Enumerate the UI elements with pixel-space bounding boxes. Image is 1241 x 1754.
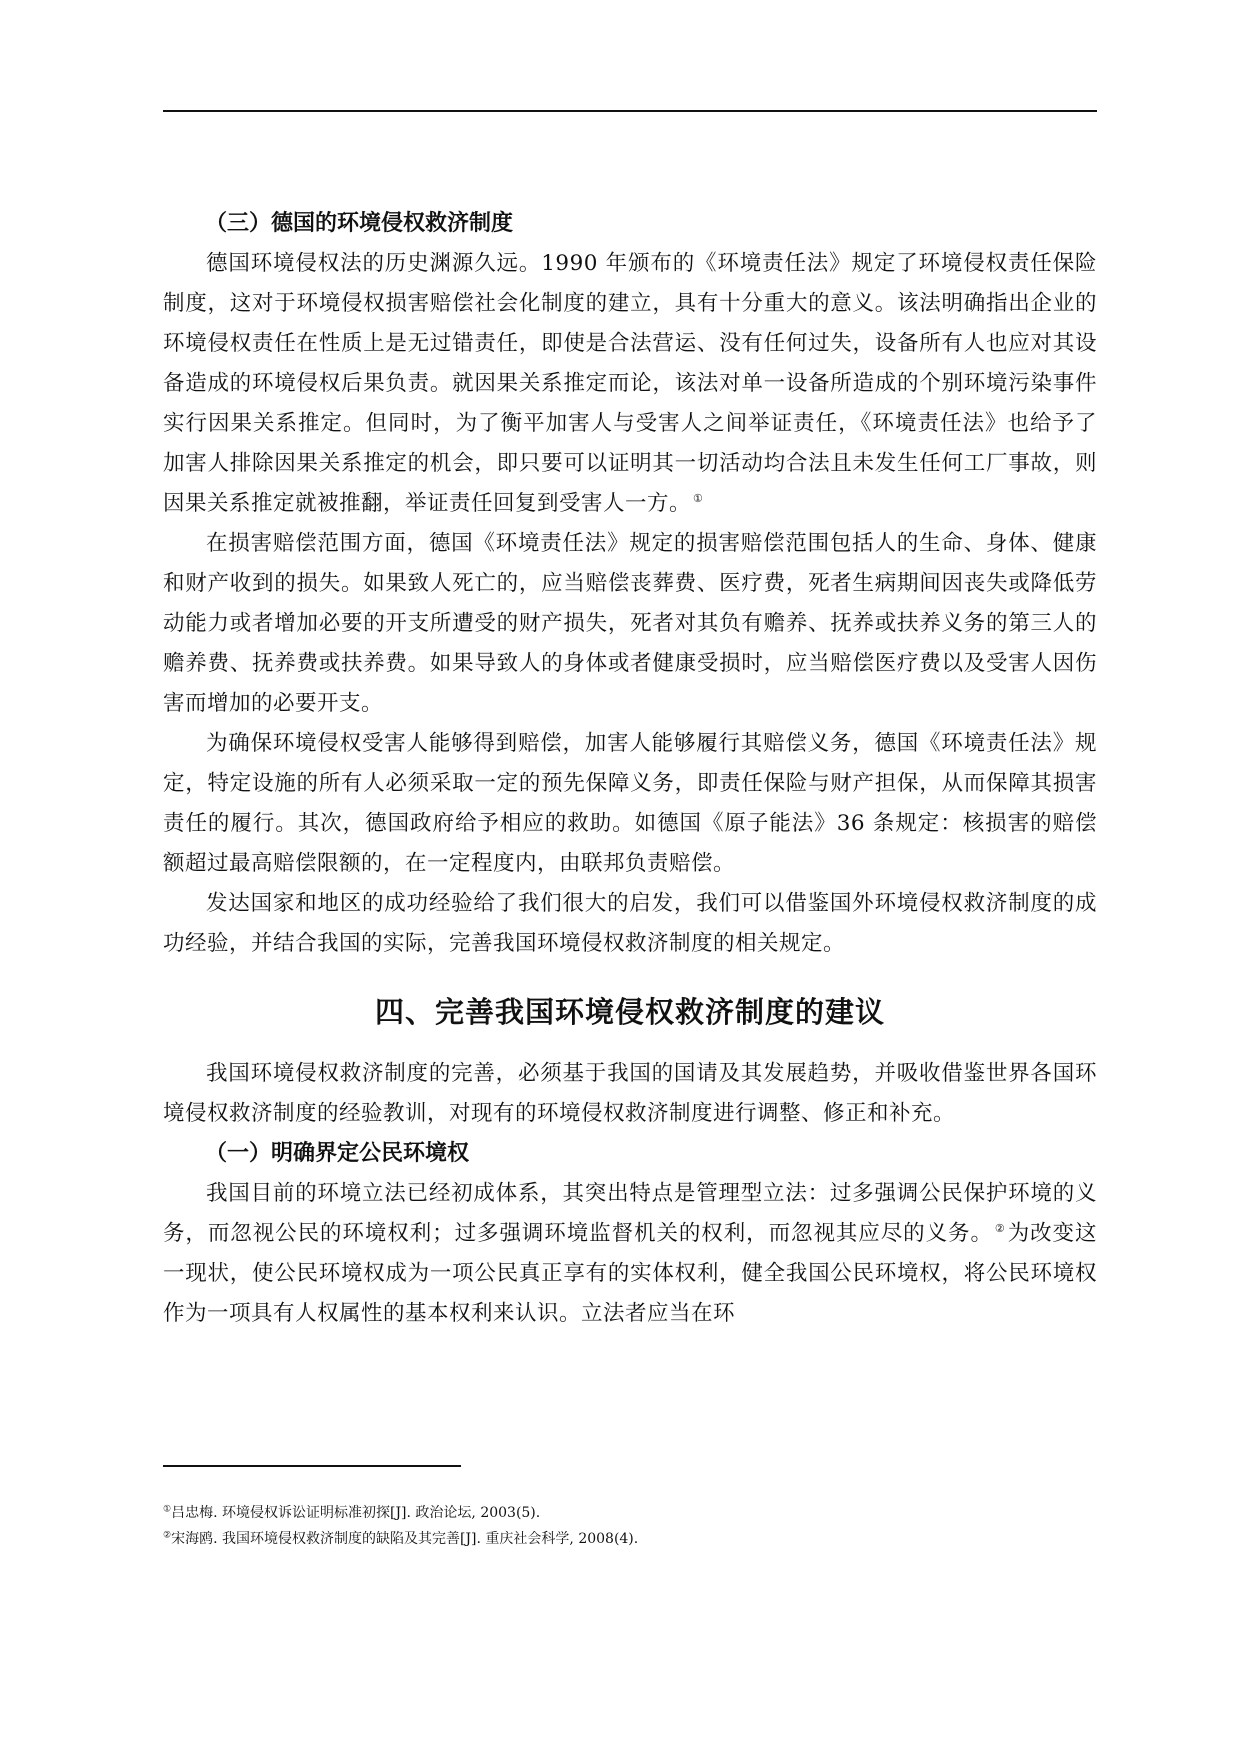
footnote-mark: ① xyxy=(163,1504,172,1515)
page-body xyxy=(163,204,1097,1334)
footnote-1 xyxy=(163,1500,1097,1526)
footnote-reference-2[interactable]: ② xyxy=(994,1221,1006,1235)
footnote-reference-1[interactable]: ① xyxy=(693,491,704,505)
paragraph-damage-scope: 在损害赔偿范围方面，德国《环境责任法》规定的损害赔偿范围包括人的生命、身体、健康和财产收到的损失。如果致人死亡的，应当赔偿丧葬费、医疗费，死者生病期间因丧失或降低劳动能力或者增加必要的开支所遭受的财产损失，死者对其负有赡养、抚养或扶养义务的第三人的赡养费、抚养费或扶养费。如果导致人的身体或者健康受损时，应当赔偿医疗费以及受害人因伤害而增加的必要开支。 xyxy=(163,531,1097,716)
footnote-mark: ② xyxy=(163,1530,172,1541)
paragraph-chapter-intro: 我国环境侵权救济制度的完善，必须基于我国的国请及其发展趋势，并吸收借鉴世界各国环境侵权救济制度的经验教训，对现有的环境侵权救济制度进行调整、修正和补充。 xyxy=(163,1061,1097,1126)
paragraph-text-after-note: 为改变这一现状，使公民环境权成为一项公民真正享有的实体权利，健全我国公民环境权，将公民环境权作为一项具有人权属性的基本权利来认识。立法者应当在环 xyxy=(163,1221,1097,1326)
footnote-text: 吕忠梅. 环境侵权诉讼证明标准初探[J]. 政治论坛, 2003(5). xyxy=(171,1505,541,1521)
paragraph-germany-history xyxy=(163,244,1097,524)
paragraph-text-before-note: 我国目前的环境立法已经初成体系，其突出特点是管理型立法：过多强调公民保护环境的义务，而忽视公民的环境权利；过多强调环境监督机关的权利，而忽视其应尽的义务。 xyxy=(163,1181,1097,1246)
paragraph-experience-summary: 发达国家和地区的成功经验给了我们很大的启发，我们可以借鉴国外环境侵权救济制度的成功经验，并结合我国的实际，完善我国环境侵权救济制度的相关规定。 xyxy=(163,891,1097,956)
subsection-heading-environmental-right: （一）明确界定公民环境权 xyxy=(205,1141,470,1166)
paragraph-text: 德国环境侵权法的历史渊源久远。1990 年颁布的《环境责任法》规定了环境侵权责任保险制度，这对于环境侵权损害赔偿社会化制度的建立，具有十分重大的意义。该法明确指出企业的环境侵权责任在性质上是无过错责任，即使是合法营运、没有任何过失，设备所有人也应对其设备造成的环境侵权后果负责。就因果关系推定而论，该法对单一设备所造成的个别环境污染事件实行因果关系推定。但同时，为了衡平加害人与受害人之间举证责任，《环境责任法》也给予了加害人排除因果关系推定的机会，即只要可以证明其一切活动均合法且未发生任何工厂事故，则因果关系推定就被推翻，举证责任回复到受害人一方。 xyxy=(163,251,1097,516)
paragraph-environmental-legislation xyxy=(163,1174,1097,1334)
section-heading-germany: （三）德国的环境侵权救济制度 xyxy=(205,211,514,236)
footnote-2 xyxy=(163,1526,1097,1552)
footnote-separator xyxy=(163,1465,461,1467)
header-rule xyxy=(163,110,1097,112)
paragraph-compensation-guarantee: 为确保环境侵权受害人能够得到赔偿，加害人能够履行其赔偿义务，德国《环境责任法》规定，特定设施的所有人必须采取一定的预先保障义务，即责任保险与财产担保，从而保障其损害责任的履行。其次，德国政府给予相应的救助。如德国《原子能法》36 条规定：核损害的赔偿额超过最高赔偿限额的，在一定程度内，由联邦负责赔偿。 xyxy=(163,731,1097,876)
footnotes xyxy=(163,1500,1097,1552)
footnote-text: 宋海鸥. 我国环境侵权救济制度的缺陷及其完善[J]. 重庆社会科学, 2008(4). xyxy=(171,1531,639,1547)
chapter-heading: 四、完善我国环境侵权救济制度的建议 xyxy=(374,995,885,1029)
